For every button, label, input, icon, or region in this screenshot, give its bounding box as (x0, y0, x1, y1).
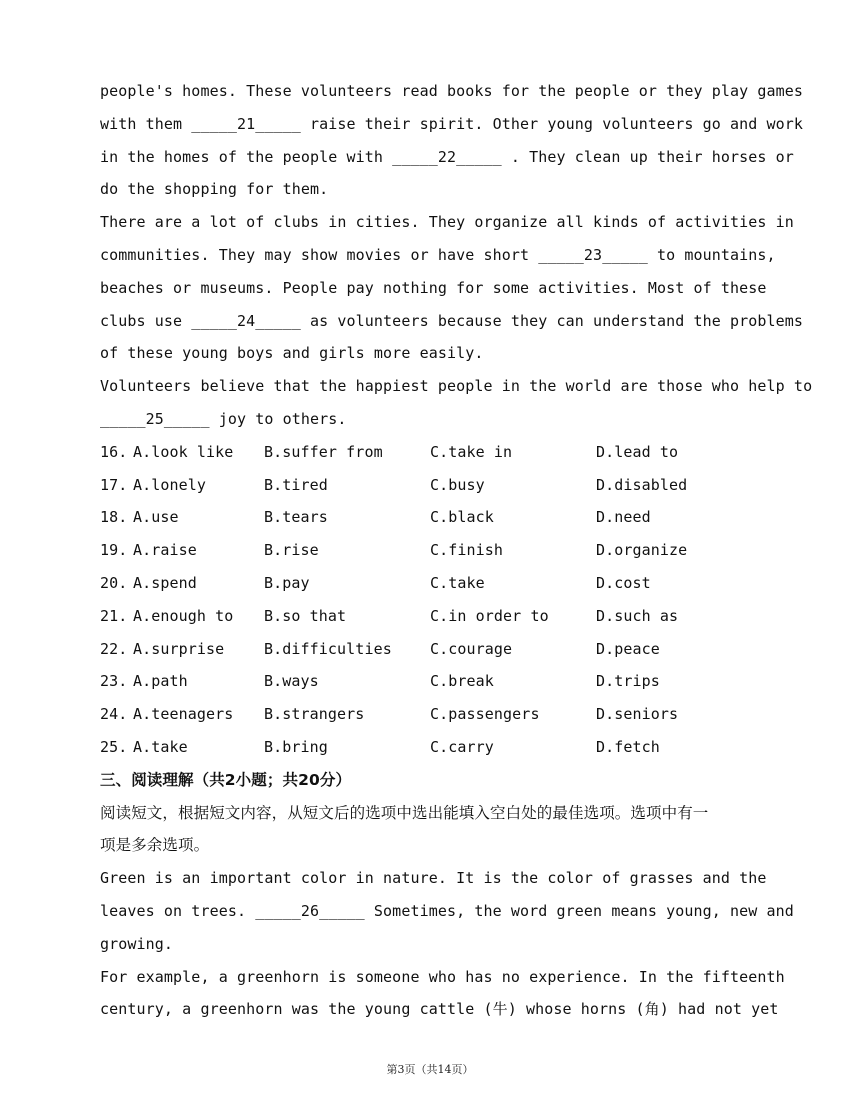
option-d: D.such as (596, 606, 679, 625)
question-row (100, 665, 770, 698)
question-row (100, 731, 770, 764)
passage-line: There are a lot of clubs in cities. They organize all kinds of activities in (100, 213, 794, 232)
question-row (100, 698, 770, 731)
passage-line: in the homes of the people with _____22_____ . They clean up their horses or (100, 147, 794, 166)
option-d: D.seniors (596, 705, 679, 724)
option-a: A.spend (133, 573, 197, 592)
question-number: 16. (100, 442, 128, 461)
passage-line: Green is an important color in nature. It is the color of grasses and the (100, 869, 767, 888)
option-b: B.strangers (264, 705, 365, 724)
question-number: 21. (100, 606, 128, 625)
passage-line: Volunteers believe that the happiest people in the world are those who help to (100, 377, 813, 396)
option-b: B.pay (264, 573, 310, 592)
option-b: B.ways (264, 672, 319, 691)
passage-line: people's homes. These volunteers read books for the people or they play games (100, 82, 804, 100)
option-d: D.disabled (596, 475, 688, 494)
page-content (100, 75, 813, 1026)
options-list (100, 436, 770, 764)
passage-line: leaves on trees. _____26_____ Sometimes, the word green means young, new and (100, 901, 794, 920)
option-a: A.enough to (133, 606, 234, 625)
option-c: C.busy (430, 475, 485, 494)
section-heading: 三、阅读理解（共2小题；共20分） (100, 770, 352, 789)
option-d: D.lead to (596, 442, 679, 461)
question-row (100, 600, 770, 633)
option-d: D.organize (596, 541, 688, 560)
option-b: B.difficulties (264, 639, 392, 658)
instruction-line: 项是多余选项。 (100, 836, 210, 855)
option-a: A.raise (133, 541, 197, 560)
option-c: C.carry (430, 737, 494, 756)
question-row (100, 436, 770, 469)
option-d: D.trips (596, 672, 660, 691)
passage-line: with them _____21_____ raise their spirit. Other young volunteers go and work (100, 114, 804, 133)
option-d: D.fetch (596, 737, 660, 756)
option-c: C.passengers (430, 705, 540, 724)
page-footer: 第3页（共14页） (386, 1063, 474, 1076)
question-number: 23. (100, 672, 128, 691)
option-b: B.rise (264, 541, 319, 560)
question-row (100, 567, 770, 600)
option-c: C.black (430, 508, 494, 527)
passage-b (100, 862, 794, 1026)
question-number: 18. (100, 508, 128, 527)
question-number: 24. (100, 705, 128, 724)
passage-line: century, a greenhorn was the young cattle (牛) whose horns (角) had not yet (100, 1000, 779, 1019)
option-a: A.lonely (133, 475, 207, 494)
passage-line: clubs use _____24_____ as volunteers because they can understand the problems (100, 311, 804, 330)
option-a: A.look like (133, 442, 234, 461)
question-number: 19. (100, 541, 128, 560)
option-a: A.path (133, 672, 188, 691)
option-d: D.peace (596, 639, 660, 658)
option-a: A.teenagers (133, 705, 234, 724)
passage-line: do the shopping for them. (100, 180, 329, 199)
option-c: C.courage (430, 639, 513, 658)
passage-line: of these young boys and girls more easily. (100, 344, 484, 363)
question-row (100, 633, 770, 666)
question-number: 20. (100, 573, 128, 592)
question-number: 17. (100, 475, 128, 494)
option-b: B.bring (264, 737, 328, 756)
question-row (100, 501, 770, 534)
option-c: C.break (430, 672, 494, 691)
passage-a (100, 75, 813, 436)
option-c: C.in order to (430, 606, 549, 625)
passage-line: growing. (100, 934, 174, 953)
option-c: C.take (430, 573, 485, 592)
instruction-line: 阅读短文，根据短文内容，从短文后的选项中选出能填入空白处的最佳选项。选项中有一 (100, 803, 709, 822)
passage-line: beaches or museums. People pay nothing for some activities. Most of these (100, 278, 767, 297)
option-d: D.need (596, 508, 651, 527)
option-b: B.so that (264, 606, 347, 625)
option-c: C.take in (430, 442, 513, 461)
option-b: B.tired (264, 475, 328, 494)
option-c: C.finish (430, 541, 504, 560)
question-number: 25. (100, 737, 128, 756)
option-a: A.use (133, 508, 179, 527)
option-b: B.tears (264, 508, 328, 527)
option-b: B.suffer from (264, 442, 383, 461)
option-a: A.surprise (133, 639, 225, 658)
question-row (100, 534, 770, 567)
passage-line: _____25_____ joy to others. (100, 409, 347, 428)
question-number: 22. (100, 639, 128, 658)
option-a: A.take (133, 737, 188, 756)
option-d: D.cost (596, 573, 651, 592)
passage-line: For example, a greenhorn is someone who has no experience. In the fifteenth (100, 967, 785, 986)
question-row (100, 469, 770, 502)
passage-line: communities. They may show movies or have short _____23_____ to mountains, (100, 245, 776, 264)
